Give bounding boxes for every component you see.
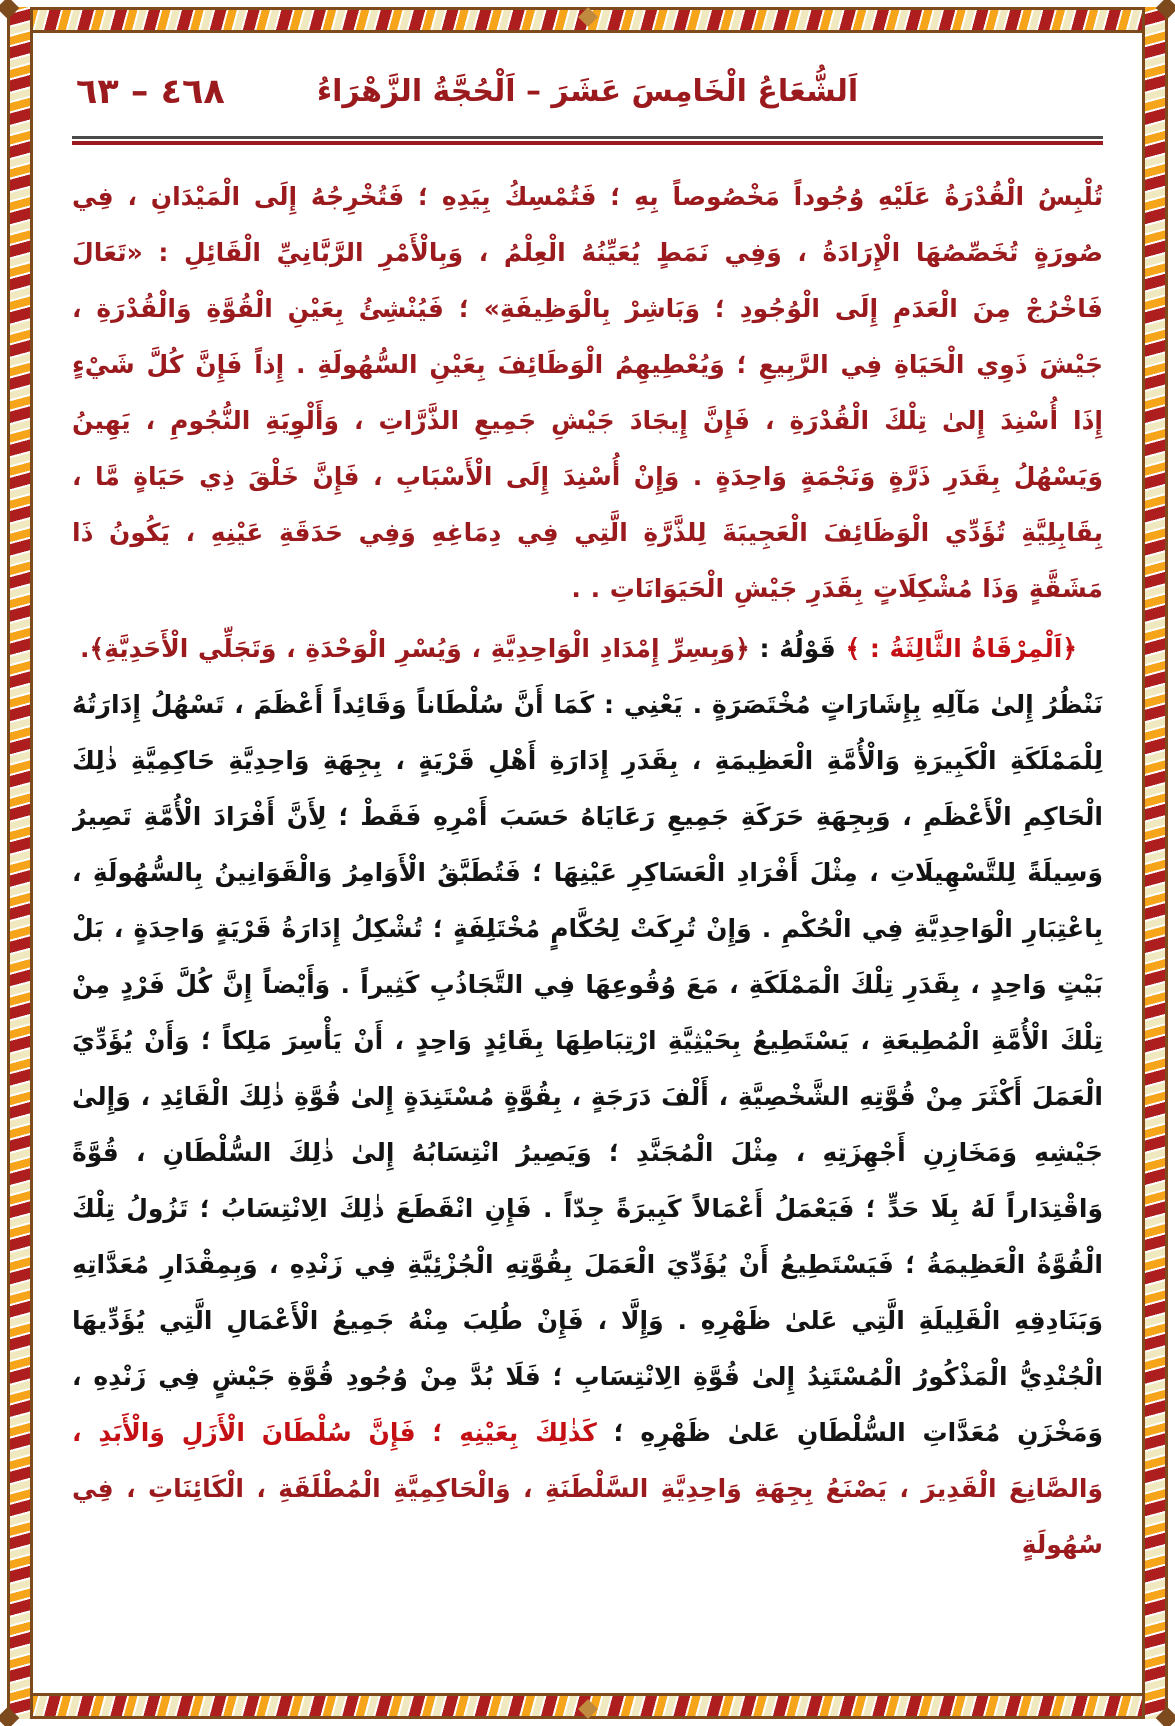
paragraph-commentary bbox=[72, 677, 1103, 1573]
qawluhu-label: قَوْلُهُ : bbox=[749, 634, 836, 663]
header-divider-red bbox=[72, 141, 1103, 145]
commentary-black-segment: نَنْظُرُ إِلىٰ مَآلِهِ بِإِشَارَاتٍ مُخْتَصَرَةٍ . يَعْنِي : كَمَا أَنَّ سُلْطَاناً وَقَائِداً أَعْظَمَ ، تَسْهُلُ إِدَارَتُهُ لِلْمَمْلَكَةِ الْكَبِيرَةِ وَالْأُمَّةِ الْعَظِيمَةِ ، بِقَدَرِ إِدَارَةِ أَهْلِ قَرْيَةٍ ، بِجِهَةِ وَاحِدِيَّةِ حَاكِمِيَّةِ ذٰلِكَ الْحَاكِمِ الْأَعْظَمِ ، وَبِجِهَةِ حَرَكَةِ جَمِيعِ رَعَايَاهُ حَسَبَ أَمْرِهِ فَقَطْ ؛ لِأَنَّ أَفْرَادَ الْأُمَّةِ تَصِيرُ وَسِيلَةً لِلتَّسْهِيلَاتِ ، مِثْلَ أَفْرَادِ الْعَسَاكِرِ عَيْنِهَا ؛ فَتُطَبَّقُ الْأَوَامِرُ وَالْقَوَانِينُ بِالسُّهُولَةِ ، بِاعْتِبَارِ الْوَاحِدِيَّةِ فِي الْحُكْمِ . وَإِنْ تُرِكَتْ لِحُكَّامٍ مُخْتَلِفَةٍ ؛ تُشْكِلُ إِدَارَةُ قَرْيَةٍ وَاحِدَةٍ ، بَلْ بَيْتٍ وَاحِدٍ ، بِقَدَرِ تِلْكَ الْمَمْلَكَةِ ، مَعَ وُقُوعِهَا فِي التَّجَاذُبِ كَثِيراً . وَأَيْضاً إِنَّ كُلَّ فَرْدٍ مِنْ تِلْكَ الْأُمَّةِ الْمُطِيعَةِ ، يَسْتَطِيعُ بِحَيْثِيَّةِ ارْتِبَاطِهَا بِقَائِدٍ وَاحِدٍ ، أَنْ يَأْسِرَ مَلِكاً ؛ وَأَنْ يُؤَدِّيَ الْعَمَلَ أَكْثَرَ مِنْ قُوَّتِهِ الشَّخْصِيَّةِ ، أَلْفَ دَرَجَةٍ ، بِقُوَّةٍ مُسْتَنِدَةٍ إِلىٰ قُوَّةِ ذٰلِكَ الْقَائِدِ ، وَإِلىٰ جَيْشِهِ وَمَخَازِنِ أَجْهِزَتِهِ ، مِثْلَ الْمُجَنَّدِ ؛ وَيَصِيرُ انْتِسَابُهُ إِلىٰ ذٰلِكَ السُّلْطَانِ ، قُوَّةً وَاقْتِدَاراً لَهُ بِلَا حَدٍّ ؛ فَيَعْمَلُ أَعْمَالاً كَبِيرَةً جِدّاً . فَإِنِ انْقَطَعَ ذٰلِكَ الِانْتِسَابُ ؛ تَزُولُ تِلْكَ الْقُوَّةُ الْعَظِيمَةُ ؛ فَيَسْتَطِيعُ أَنْ يُؤَدِّيَ الْعَمَلَ بِقُوَّتِهِ الْجُزْئِيَّةِ فِي زَنْدِهِ ، وَبِمِقْدَارِ مُعَدَّاتِهِ وَبَنَادِقِهِ الْقَلِيلَةِ الَّتِي عَلىٰ ظَهْرِهِ . وَإِلَّا ، فَإِنْ طُلِبَ مِنْهُ جَمِيعُ الْأَعْمَالِ الَّتِي يُؤَدِّيهَا الْجُنْدِيُّ الْمَذْكُورُ الْمُسْتَنِدُ إِلىٰ قُوَّةِ الِانْتِسَابِ ؛ فَلَا بُدَّ مِنْ وُجُودِ قُوَّةِ جَيْشٍ فِي زَنْدِهِ ، وَمَخْزَنِ مُعَدَّاتِ السُّلْطَانِ عَلىٰ ظَهْرِهِ ؛ bbox=[72, 690, 1103, 1447]
marqah-title: ﴿اَلْمِرْقَاةُ الثَّالِثَةُ : ﴾ bbox=[835, 634, 1077, 663]
header-divider-dark bbox=[72, 136, 1103, 139]
ornamental-border-right bbox=[1142, 7, 1168, 1719]
page-number: ٤٦٨ – ٦٣ bbox=[76, 72, 225, 112]
marqah-heading bbox=[72, 621, 1103, 677]
page-title: اَلشُّعَاعُ الْخَامِسَ عَشَرَ – اَلْحُجَّةُ الزَّهْرَاءُ bbox=[316, 74, 859, 109]
quoted-phrase: ﴿وَبِسِرِّ إِمْدَادِ الْوَاحِدِيَّةِ ، وَيُسْرِ الْوَحْدَةِ ، وَتَجَلِّي الْأَحَدِيَّةِ﴾. bbox=[79, 634, 750, 663]
page-header bbox=[72, 62, 1103, 128]
commentary-red-segment: كَذٰلِكَ بِعَيْنِهِ ؛ فَإِنَّ سُلْطَانَ الْأَزَلِ وَالْأَبَدِ ، bbox=[72, 1418, 597, 1447]
paragraph-opening: تُلْبِسُ الْقُدْرَةُ عَلَيْهِ وُجُوداً مَخْصُوصاً بِهِ ؛ فَتُمْسِكُ بِيَدِهِ ؛ فَتُخْرِجُهُ إِلَى الْمَيْدَانِ ، فِي صُورَةٍ تُخَصِّصُهَا الْإِرَادَةُ ، وَفِي نَمَطٍ يُعَيِّنُهُ الْعِلْمُ ، وَبِالْأَمْرِ الرَّبَّانِيِّ الْقَائِلِ : «تَعَالَ فَاخْرُجْ مِنَ الْعَدَمِ إِلَى الْوُجُودِ ؛ وَبَاشِرْ بِالْوَظِيفَةِ» ؛ فَيُنْشِئُ بِعَيْنِ الْقُوَّةِ وَالْقُدْرَةِ ، جَيْشَ ذَوِي الْحَيَاةِ فِي الرَّبِيعِ ؛ وَيُعْطِيهِمُ الْوَظَائِفَ بِعَيْنِ السُّهُولَةِ . إِذاً فَإِنَّ كُلَّ شَيْءٍ إِذَا أُسْنِدَ إِلىٰ تِلْكَ الْقُدْرَةِ ، فَإِنَّ إِيجَادَ جَيْشِ جَمِيعِ الذَّرَّاتِ ، وَأَلْوِيَةِ النُّجُومِ ، يَهِينُ وَيَسْهُلُ بِقَدَرِ ذَرَّةٍ وَنَجْمَةٍ وَاحِدَةٍ . وَإِنْ أُسْنِدَ إِلَى الْأَسْبَابِ ، فَإِنَّ خَلْقَ ذِي حَيَاةٍ مَّا ، بِقَابِلِيَّةِ تُؤَدِّي الْوَظَائِفَ الْعَجِيبَةَ لِلذَّرَّةِ الَّتِي فِي دِمَاغِهِ وَفِي حَدَقَةِ عَيْنِهِ ، يَكُونُ ذَا مَشَقَّةٍ وَذَا مُشْكِلَاتٍ بِقَدَرِ جَيْشِ الْحَيَوَانَاتِ . . bbox=[72, 182, 1103, 603]
ornamental-border-left bbox=[7, 7, 33, 1719]
page-content bbox=[72, 48, 1103, 1678]
commentary-maroon-segment: وَالصَّانِعَ الْقَدِيرَ ، يَصْنَعُ بِجِهَةِ وَاحِدِيَّةِ السَّلْطَنَةِ ، وَالْحَاكِمِيَّةِ الْمُطْلَقَةِ ، الْكَائِنَاتِ ، فِي سُهُولَةٍ bbox=[72, 1474, 1103, 1559]
